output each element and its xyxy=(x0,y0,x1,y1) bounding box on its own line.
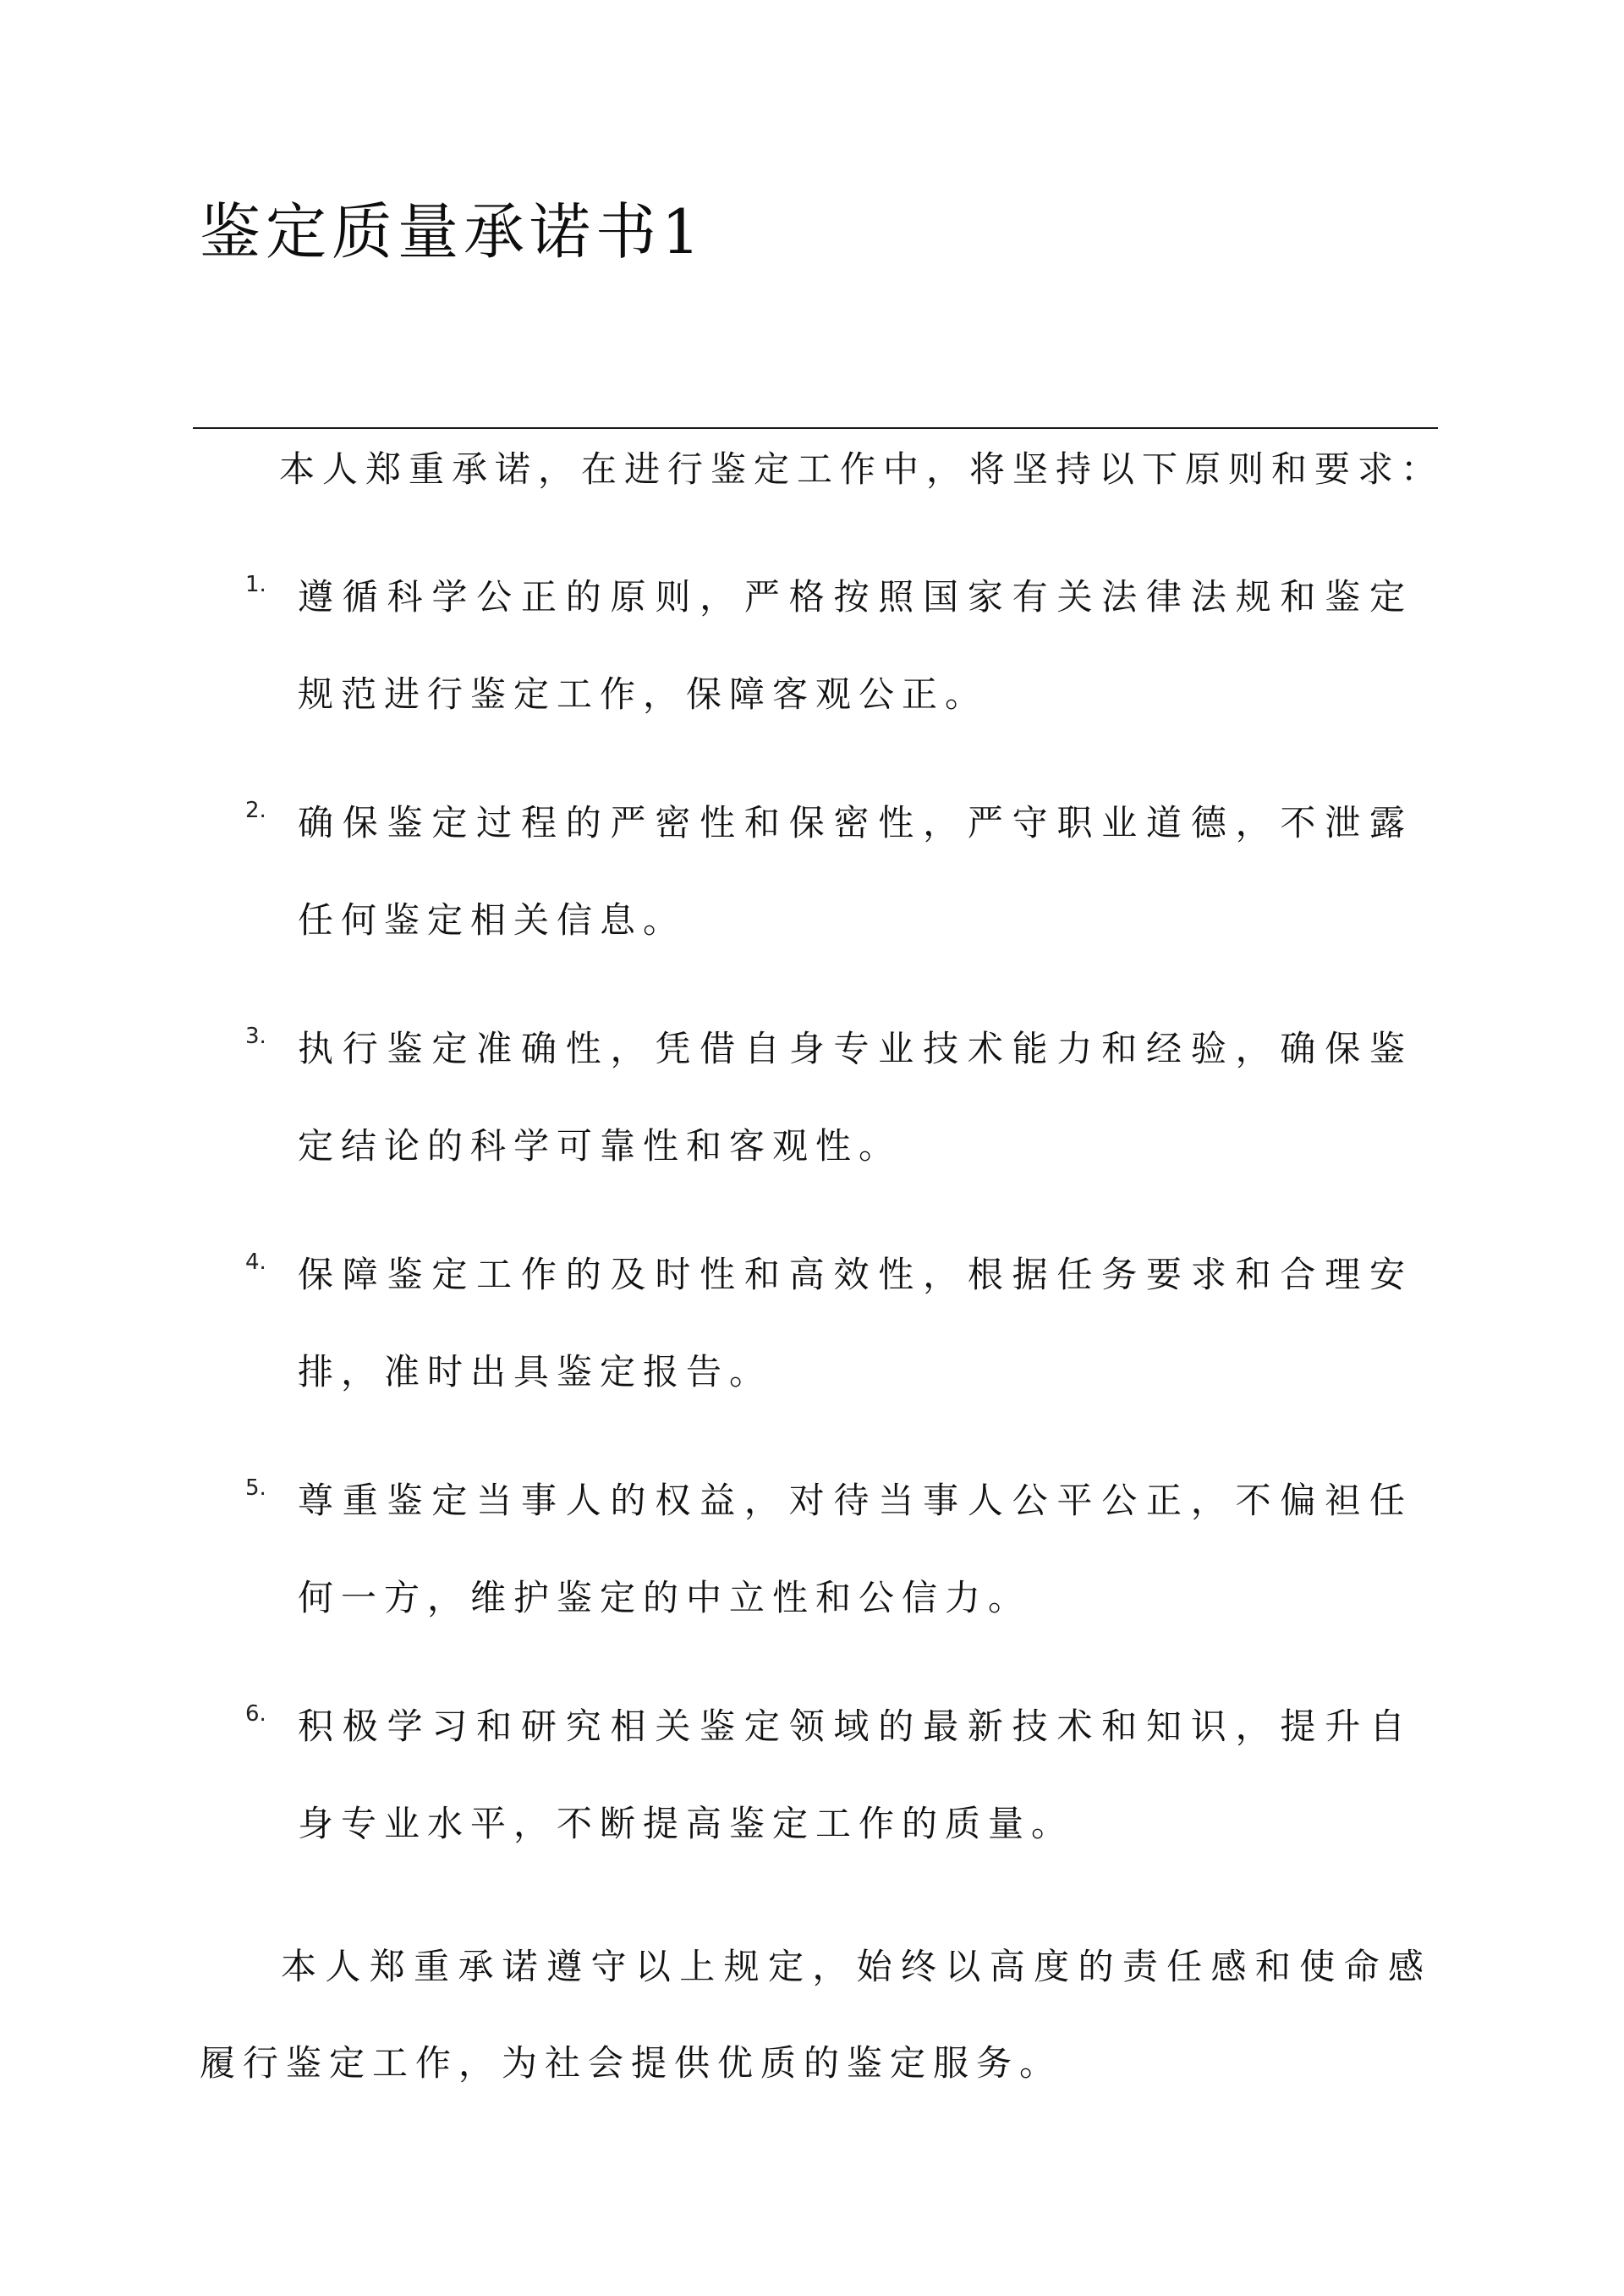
list-item-number: 5. xyxy=(245,1475,266,1501)
list-item-text: 保障鉴定工作的及时性和高效性，根据任务要求和合理安排，准时出具鉴定报告。 xyxy=(298,1254,1413,1392)
list-item-number: 4. xyxy=(245,1250,266,1275)
list-item-number: 6. xyxy=(245,1701,266,1727)
list-item-text: 遵循科学公正的原则，严格按照国家有关法律法规和鉴定规范进行鉴定工作，保障客观公正。 xyxy=(298,576,1413,715)
list-item-text: 尊重鉴定当事人的权益，对待当事人公平公正，不偏袒任何一方，维护鉴定的中立性和公信力。 xyxy=(298,1480,1413,1618)
list-item-number: 1. xyxy=(245,572,266,597)
list-item-number: 2. xyxy=(245,798,266,823)
intro-paragraph: 本人郑重承诺，在进行鉴定工作中，将坚持以下原则和要求： xyxy=(279,448,1445,490)
list-item-text: 确保鉴定过程的严密性和保密性，严守职业道德，不泄露任何鉴定相关信息。 xyxy=(298,802,1413,941)
list-item-number: 3. xyxy=(245,1024,266,1049)
list-item-text: 执行鉴定准确性，凭借自身专业技术能力和经验，确保鉴定结论的科学可靠性和客观性。 xyxy=(298,1028,1413,1167)
closing-paragraph: 本人郑重承诺遵守以上规定，始终以高度的责任感和使命感履行鉴定工作，为社会提供优质的鉴定服务。 xyxy=(200,1946,1431,2084)
list-item-text: 积极学习和研究相关鉴定领域的最新技术和知识，提升自身专业水平，不断提高鉴定工作的质量。 xyxy=(298,1706,1413,1844)
page-title: 鉴定质量承诺书1 xyxy=(200,196,705,267)
title-divider xyxy=(193,427,1438,429)
